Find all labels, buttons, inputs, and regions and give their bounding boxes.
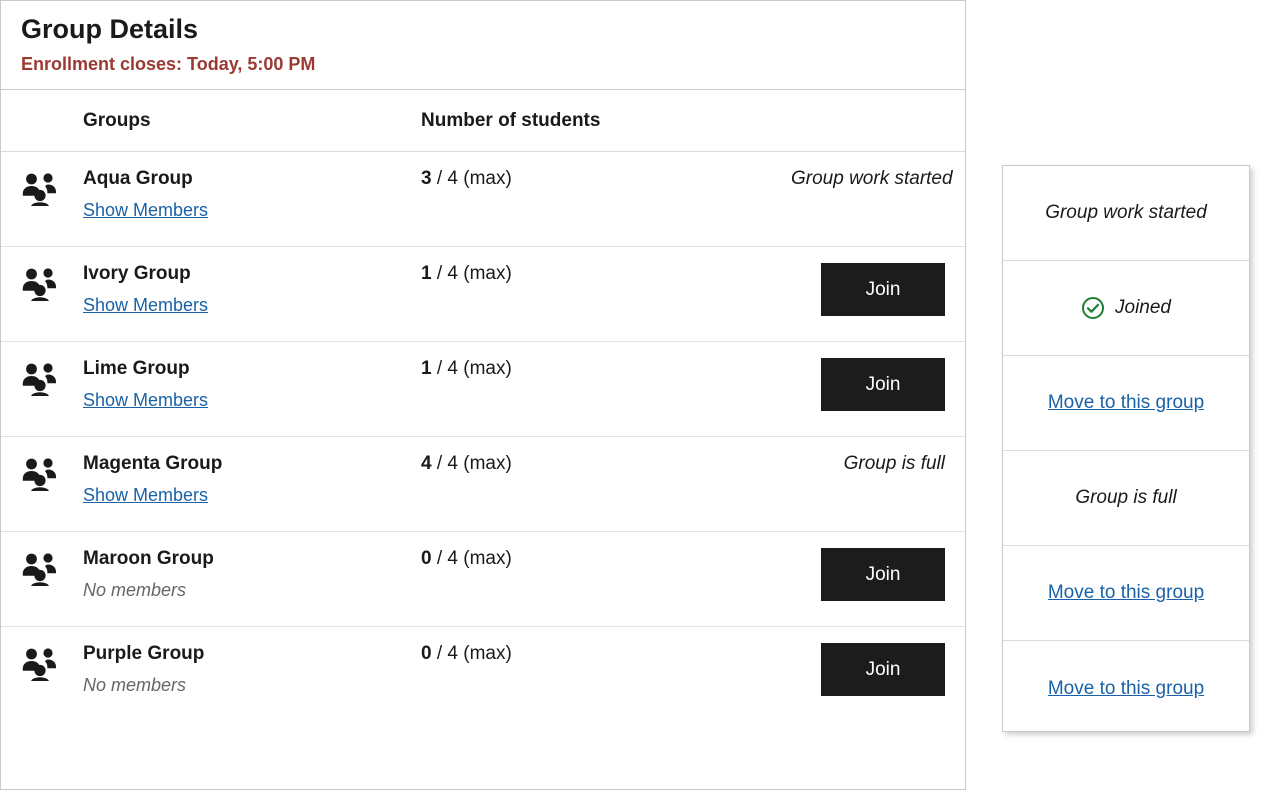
people-icon: [21, 168, 83, 206]
row-action-cell: [791, 548, 945, 601]
group-name-cell: [83, 643, 421, 696]
group-status-legend-card: [1002, 165, 1250, 732]
people-icon: [21, 643, 83, 681]
student-count-cell: [421, 453, 791, 476]
student-count-cell: [421, 548, 791, 571]
table-row: [1, 532, 965, 627]
group-name-cell: [83, 263, 421, 316]
legend-status-label: Group work started: [1045, 202, 1207, 223]
show-members-link[interactable]: Show Members: [83, 485, 209, 506]
student-count-max: / 4 (max): [431, 643, 512, 665]
row-action-cell: [791, 453, 945, 475]
student-count-value: 3: [421, 168, 432, 190]
column-header-students: Number of students: [421, 109, 601, 131]
join-button[interactable]: Join: [821, 548, 945, 601]
student-count-cell: [421, 263, 791, 286]
table-row: [1, 627, 965, 722]
column-header-groups: Groups: [83, 109, 151, 131]
group-name: Aqua Group: [83, 168, 193, 190]
panel-header: [1, 1, 965, 90]
table-row: [1, 247, 965, 342]
check-circle-icon: [1081, 296, 1105, 320]
enrollment-deadline-notice: Enrollment closes: Today, 5:00 PM: [21, 53, 316, 74]
student-count-cell: [421, 643, 791, 666]
join-button[interactable]: Join: [821, 643, 945, 696]
group-name: Ivory Group: [83, 263, 191, 285]
show-members-link[interactable]: Show Members: [83, 295, 209, 316]
student-count-value: 1: [421, 263, 432, 285]
legend-item[interactable]: [1003, 356, 1249, 451]
row-action-cell: [791, 168, 953, 190]
group-name-cell: [83, 453, 421, 506]
status-badge: Group work started: [791, 168, 953, 190]
row-action-cell: [791, 263, 945, 316]
move-to-this-group-link[interactable]: Move to this group: [1047, 392, 1205, 413]
table-row: [1, 437, 965, 532]
student-count-max: / 4 (max): [431, 168, 512, 190]
join-button[interactable]: Join: [821, 263, 945, 316]
legend-item: [1003, 261, 1249, 356]
student-count-value: 0: [421, 548, 432, 570]
people-icon: [21, 358, 83, 396]
move-to-this-group-link[interactable]: Move to this group: [1047, 677, 1205, 699]
group-name: Maroon Group: [83, 548, 214, 570]
table-row: [1, 342, 965, 437]
student-count-value: 0: [421, 643, 432, 665]
people-icon: [21, 453, 83, 491]
student-count-value: 1: [421, 358, 432, 380]
row-action-cell: [791, 358, 945, 411]
group-name-cell: [83, 168, 421, 221]
student-count-max: / 4 (max): [431, 453, 512, 475]
no-members-label: No members: [83, 580, 187, 601]
no-members-label: No members: [83, 675, 187, 696]
legend-status-label: Group is full: [1075, 487, 1177, 508]
legend-item: [1003, 451, 1249, 546]
group-name-cell: [83, 548, 421, 601]
page-title: Group Details: [21, 14, 199, 44]
table-row: [1, 152, 965, 247]
group-name: Purple Group: [83, 643, 205, 665]
student-count-max: / 4 (max): [431, 548, 512, 570]
show-members-link[interactable]: Show Members: [83, 390, 209, 411]
group-name: Lime Group: [83, 358, 190, 380]
join-button[interactable]: Join: [821, 358, 945, 411]
student-count-cell: [421, 358, 791, 381]
legend-item: [1003, 166, 1249, 261]
legend-item[interactable]: [1003, 546, 1249, 641]
legend-status-label: Joined: [1115, 297, 1171, 318]
groups-table: [1, 90, 965, 722]
move-to-this-group-link[interactable]: Move to this group: [1047, 582, 1205, 603]
people-icon: [21, 548, 83, 586]
show-members-link[interactable]: Show Members: [83, 200, 209, 221]
table-header-row: [1, 90, 965, 152]
student-count-max: / 4 (max): [431, 263, 512, 285]
people-icon: [21, 263, 83, 301]
legend-items: [1003, 166, 1249, 736]
student-count-value: 4: [421, 453, 432, 475]
student-count-max: / 4 (max): [431, 358, 512, 380]
student-count-cell: [421, 168, 791, 191]
group-name: Magenta Group: [83, 453, 223, 475]
row-action-cell: [791, 643, 945, 696]
group-name-cell: [83, 358, 421, 411]
legend-item[interactable]: [1003, 641, 1249, 736]
status-badge: Group is full: [843, 453, 945, 475]
table-body: [1, 152, 965, 722]
